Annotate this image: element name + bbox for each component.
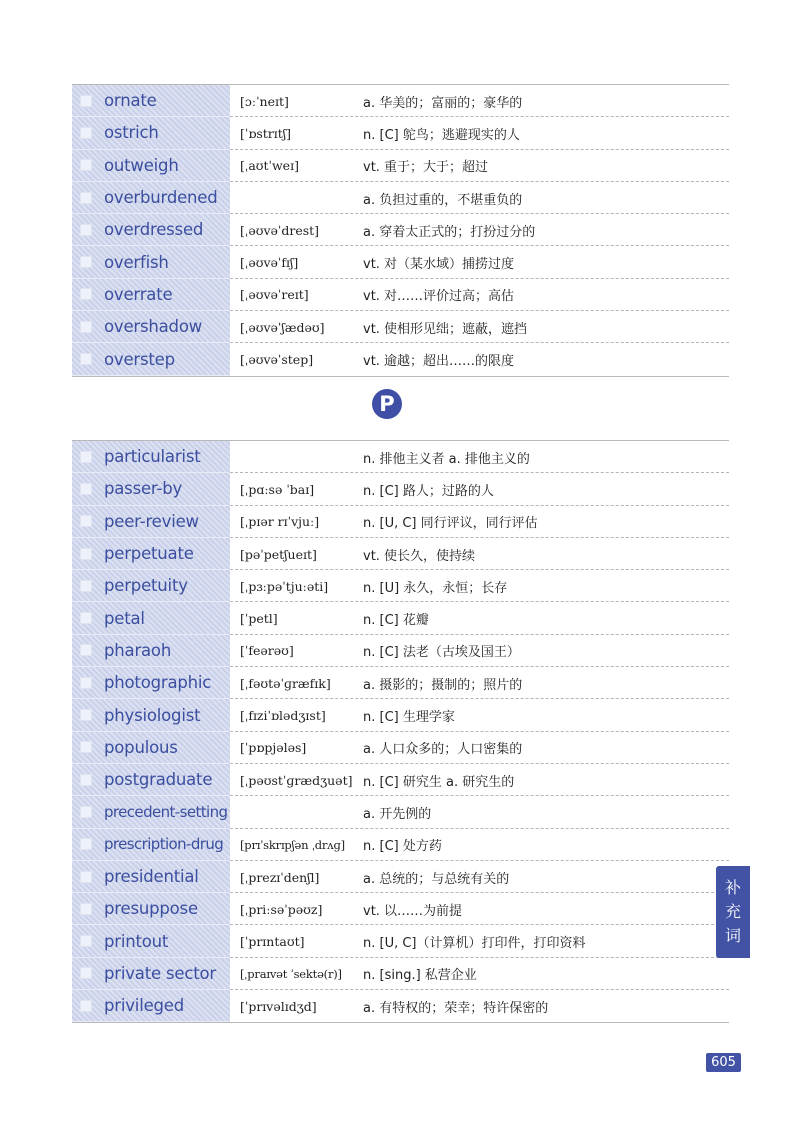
headword: overfish	[104, 252, 169, 272]
headword: outweigh	[104, 155, 179, 175]
headword: photographic	[104, 673, 212, 693]
headword: pharaoh	[104, 640, 172, 660]
checkbox[interactable]	[80, 127, 92, 139]
definition: n. [C] 处方药	[363, 839, 442, 855]
phonetic: [ˌprezɪˈdenʃl]	[240, 869, 320, 885]
checkbox[interactable]	[80, 321, 92, 333]
side-tab-char: 词	[724, 926, 741, 945]
phonetic: [ˌaʊtˈweɪ]	[240, 158, 299, 174]
word-cell	[72, 570, 230, 602]
definition: n. [C] 鸵鸟；逃避现实的人	[363, 127, 520, 143]
vocab-row	[72, 570, 729, 602]
definition: n. [C] 生理学家	[363, 710, 455, 726]
headword: overstep	[104, 349, 175, 369]
word-cell	[72, 538, 230, 570]
checkbox[interactable]	[80, 935, 92, 947]
definition: a. 人口众多的；人口密集的	[363, 742, 523, 758]
definition: n. [C] 法老（古埃及国王）	[363, 645, 520, 661]
page-number: 605	[706, 1053, 741, 1072]
word-cell	[72, 279, 230, 311]
section-letter-badge: P	[372, 389, 402, 419]
definition: vt. 对……评价过高；高估	[363, 289, 515, 305]
word-cell	[72, 893, 230, 925]
headword: populous	[104, 737, 178, 757]
word-cell	[72, 732, 230, 764]
headword: postgraduate	[104, 770, 213, 790]
checkbox[interactable]	[80, 903, 92, 915]
word-cell	[72, 343, 230, 375]
checkbox[interactable]	[80, 806, 92, 818]
vocab-row	[72, 699, 729, 731]
definition: a. 负担过重的，不堪重负的	[363, 192, 523, 208]
definition: vt. 逾越；超出……的限度	[363, 354, 515, 370]
word-cell	[72, 182, 230, 214]
checkbox[interactable]	[80, 709, 92, 721]
checkbox[interactable]	[80, 515, 92, 527]
checkbox[interactable]	[80, 483, 92, 495]
vocab-row	[72, 85, 729, 117]
vocab-row	[72, 635, 729, 667]
checkbox[interactable]	[80, 256, 92, 268]
vocab-row	[72, 214, 729, 246]
definition: vt. 使长久，使持续	[363, 548, 476, 564]
word-cell	[72, 150, 230, 182]
headword: ornate	[104, 91, 157, 111]
word-cell	[72, 667, 230, 699]
headword: privileged	[104, 996, 185, 1016]
checkbox[interactable]	[80, 288, 92, 300]
vocab-row	[72, 893, 729, 925]
phonetic: [ˌəʊvəˈdrest]	[240, 222, 320, 238]
definition: n. [C] 路人；过路的人	[363, 483, 494, 499]
vocab-row	[72, 829, 729, 861]
checkbox[interactable]	[80, 967, 92, 979]
vocab-row	[72, 764, 729, 796]
word-cell	[72, 764, 230, 796]
headword: printout	[104, 931, 169, 951]
checkbox[interactable]	[80, 612, 92, 624]
headword: precedent-setting	[104, 802, 228, 821]
definition: n. [U, C] 同行评议，同行评估	[363, 516, 538, 532]
word-cell	[72, 796, 230, 828]
headword: petal	[104, 608, 145, 628]
vocab-table-p	[72, 440, 729, 1023]
headword: perpetuate	[104, 544, 194, 564]
word-cell	[72, 473, 230, 505]
definition: n. [C] 研究生 a. 研究生的	[363, 774, 515, 790]
phonetic: [ˌəʊvəˈstep]	[240, 352, 314, 368]
phonetic: [ˈprɪvəlɪdʒd]	[240, 998, 317, 1014]
phonetic: [ˌəʊvəˈfɪʃ]	[240, 255, 299, 271]
checkbox[interactable]	[80, 548, 92, 560]
checkbox[interactable]	[80, 1000, 92, 1012]
headword: physiologist	[104, 705, 201, 725]
checkbox[interactable]	[80, 159, 92, 171]
vocab-row	[72, 311, 729, 343]
word-cell	[72, 506, 230, 538]
vocab-row	[72, 246, 729, 278]
definition: a. 华美的；富丽的；豪华的	[363, 95, 523, 111]
headword: perpetuity	[104, 576, 188, 596]
checkbox[interactable]	[80, 192, 92, 204]
phonetic: [ˌpɜːpəˈtjuːəti]	[240, 578, 329, 594]
definition: vt. 重于；大于；超过	[363, 160, 489, 176]
vocab-row	[72, 117, 729, 149]
vocab-row	[72, 343, 729, 375]
headword: prescription-drug	[104, 835, 224, 854]
phonetic: [ˌəʊvəˈʃædəʊ]	[240, 319, 325, 335]
checkbox[interactable]	[80, 580, 92, 592]
vocab-row	[72, 441, 729, 473]
checkbox[interactable]	[80, 224, 92, 236]
headword: ostrich	[104, 123, 159, 143]
vocab-row	[72, 667, 729, 699]
vocab-row	[72, 732, 729, 764]
headword: overrate	[104, 284, 173, 304]
vocab-row	[72, 602, 729, 634]
headword: overburdened	[104, 188, 218, 208]
definition: a. 开先例的	[363, 806, 432, 822]
vocab-row	[72, 990, 729, 1022]
word-cell	[72, 214, 230, 246]
phonetic: [prɪˈskrɪpʃən ˌdrʌɡ]	[240, 837, 345, 852]
phonetic: [ˈpɒpjələs]	[240, 740, 307, 756]
checkbox[interactable]	[80, 451, 92, 463]
definition: n. [U, C]（计算机）打印件，打印资料	[363, 936, 586, 952]
vocab-row	[72, 182, 729, 214]
definition: n. [C] 花瓣	[363, 613, 429, 629]
definition: a. 有特权的；荣幸；特许保密的	[363, 1000, 549, 1016]
word-cell	[72, 958, 230, 990]
phonetic: [ˌpriːsəˈpəʊz]	[240, 901, 323, 917]
phonetic: [ˌəʊvəˈreɪt]	[240, 287, 309, 303]
vocab-row	[72, 473, 729, 505]
definition: a. 穿着太正式的；打扮过分的	[363, 224, 536, 240]
checkbox[interactable]	[80, 353, 92, 365]
phonetic	[230, 796, 357, 828]
word-cell	[72, 861, 230, 893]
phonetic: [ɔːˈneɪt]	[240, 93, 289, 109]
checkbox[interactable]	[80, 95, 92, 107]
definition: a. 总统的；与总统有关的	[363, 871, 510, 887]
phonetic: [ˈɒstrɪtʃ]	[240, 125, 292, 141]
word-cell	[72, 246, 230, 278]
vocab-row	[72, 796, 729, 828]
vocab-table-o	[72, 84, 729, 377]
vocab-row	[72, 279, 729, 311]
definition: vt. 对（某水域）捕捞过度	[363, 257, 515, 273]
vocab-row	[72, 506, 729, 538]
checkbox[interactable]	[80, 741, 92, 753]
side-tab-char: 补	[724, 878, 741, 897]
phonetic: [ˌfəʊtəˈɡræfɪk]	[240, 675, 331, 691]
phonetic: [ˌpɑːsə ˈbaɪ]	[240, 481, 315, 497]
vocab-row	[72, 538, 729, 570]
word-cell	[72, 635, 230, 667]
headword: presidential	[104, 867, 199, 886]
vocab-row	[72, 958, 729, 990]
checkbox[interactable]	[80, 677, 92, 689]
phonetic: [ˈprɪntaʊt]	[240, 934, 305, 950]
word-cell	[72, 441, 230, 473]
definition: n. 排他主义者 a. 排他主义的	[363, 451, 530, 467]
phonetic: [ˌfɪziˈɒlədʒɪst]	[240, 708, 326, 724]
word-cell	[72, 829, 230, 861]
headword: overshadow	[104, 317, 203, 337]
side-tab	[716, 866, 750, 958]
vocab-row	[72, 861, 729, 893]
word-cell	[72, 117, 230, 149]
checkbox[interactable]	[80, 644, 92, 656]
phonetic: [ˈfeərəʊ]	[240, 643, 294, 659]
headword: particularist	[104, 447, 201, 467]
definition: vt. 以……为前提	[363, 903, 463, 919]
side-tab-char: 充	[724, 902, 741, 921]
checkbox[interactable]	[80, 774, 92, 786]
definition: a. 摄影的；摄制的；照片的	[363, 677, 523, 693]
vocab-row	[72, 150, 729, 182]
headword: presuppose	[104, 899, 198, 919]
definition: n. [U] 永久，永恒；长存	[363, 580, 508, 596]
headword: overdressed	[104, 220, 204, 240]
checkbox[interactable]	[80, 871, 92, 883]
headword: passer-by	[104, 479, 183, 499]
phonetic	[230, 441, 357, 473]
word-cell	[72, 699, 230, 731]
phonetic: [pəˈpetʃueɪt]	[240, 546, 317, 562]
phonetic: [ˈpetl]	[240, 611, 278, 627]
word-cell	[72, 925, 230, 957]
word-cell	[72, 85, 230, 117]
definition: vt. 使相形见绌；遮蔽，遮挡	[363, 321, 528, 337]
phonetic: [ˌpɪər rɪˈvjuː]	[240, 514, 320, 530]
headword: peer-review	[104, 511, 199, 531]
phonetic: [ˌpəʊstˈɡrædʒuət]	[240, 772, 353, 788]
word-cell	[72, 990, 230, 1022]
checkbox[interactable]	[80, 838, 92, 850]
definition: n. [sing.] 私营企业	[363, 968, 477, 984]
phonetic	[230, 182, 357, 214]
word-cell	[72, 311, 230, 343]
vocab-row	[72, 925, 729, 957]
word-cell	[72, 602, 230, 634]
headword: private sector	[104, 963, 216, 983]
phonetic: [ˌpraɪvət ˈsektə(r)]	[240, 966, 342, 981]
